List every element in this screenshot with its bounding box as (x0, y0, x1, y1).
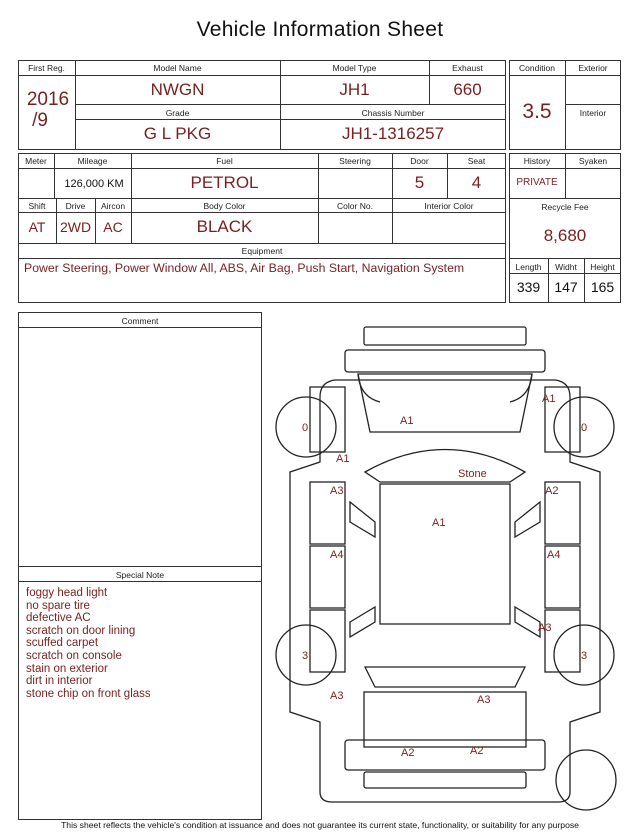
special-note-item: scuffed carpet (26, 637, 99, 650)
special-note-item: stain on exterior (26, 662, 108, 675)
special-note-item: stone chip on front glass (26, 687, 151, 700)
fuel-label: Fuel (216, 156, 233, 166)
model-name-label: Model Name (153, 63, 202, 73)
interior-color-label: Interior Color (424, 201, 474, 211)
length-label: Length (515, 262, 542, 272)
width-label: Widht (555, 262, 577, 272)
body-outline (290, 380, 600, 802)
fuel: PETROL (190, 173, 259, 192)
aircon-label: Aircon (100, 201, 126, 211)
body-color-label: Body Color (203, 201, 246, 211)
special-note-label: Special Note (115, 570, 165, 580)
special-note-item: foggy head light (26, 587, 108, 599)
length: 339 (516, 279, 541, 295)
page-title: Vehicle Information Sheet (196, 18, 444, 41)
history-label: History (523, 156, 551, 166)
special-note-item: dirt in interior (26, 675, 93, 688)
body-color: BLACK (196, 217, 253, 236)
diagram-label-quarter-rr: A3 (538, 622, 552, 634)
special-note-item: defective AC (26, 612, 91, 625)
first-reg-label: First Reg. (28, 63, 65, 73)
first-reg-month: /9 (32, 110, 48, 131)
meter-label: Meter (25, 156, 47, 166)
grade-label: Grade (165, 108, 190, 118)
roof-part (380, 484, 510, 624)
interior-label: Interior (579, 108, 607, 118)
trunk-part (364, 692, 526, 747)
diagram-label-hood-stone: Stone (458, 468, 487, 480)
diagram-label-tire-fl: 0 (302, 422, 309, 434)
special-note-list (26, 587, 256, 700)
aircon: AC (103, 219, 123, 235)
diagram-label-hood: A1 (400, 415, 414, 427)
diagram-label-trunk: A3 (477, 694, 491, 706)
diagram-label-roof: A1 (432, 517, 446, 529)
first-reg-year: 2016 (26, 89, 70, 110)
mileage: 126,000 KM (64, 178, 124, 190)
model-type: JH1 (339, 80, 370, 99)
recycle-fee: 8,680 (543, 226, 587, 245)
model-name: NWGN (150, 80, 205, 99)
diagram-label-door-fl: A3 (330, 485, 344, 497)
exhaust: 660 (453, 80, 482, 99)
door-label: Door (410, 156, 429, 166)
special-note-item: scratch on door lining (26, 624, 136, 637)
seat: 4 (471, 173, 482, 192)
door: 5 (414, 173, 425, 192)
comment-label: Comment (121, 316, 159, 326)
exterior-label: Exterior (578, 63, 608, 73)
disclaimer-footer: This sheet reflects the vehicle's condition at issuance and does not guarantee its current state, functionality, or suitability for any purpose (61, 820, 579, 830)
mileage-label: Mileage (77, 156, 108, 166)
steering-label: Steering (339, 156, 371, 166)
diagram-label-door-fr: A2 (545, 485, 559, 497)
condition-grade: 3.5 (522, 100, 552, 123)
diagram-label-tire-rl: 3 (302, 650, 309, 662)
drive: 2WD (59, 219, 92, 235)
syaken-label: Syaken (578, 156, 608, 166)
rear-bumper-part (345, 740, 545, 770)
special-note-item: scratch on console (26, 649, 122, 662)
diagram-label-tire-rr: 3 (581, 650, 588, 662)
diagram-label-door-rl: A4 (330, 549, 344, 561)
shift: AT (28, 219, 46, 235)
rear-panel-part (364, 772, 526, 788)
diagram-label-door-rr: A4 (547, 549, 561, 561)
diagram-label-tire-fr: 0 (581, 422, 588, 434)
special-note-item: no spare tire (26, 599, 90, 612)
recycle-fee-label: Recycle Fee (541, 202, 589, 212)
height-label: Height (590, 262, 615, 272)
hood-part (358, 374, 532, 432)
diagram-label-bumper-rl: A2 (401, 747, 415, 759)
height: 165 (590, 279, 615, 295)
grade: G L PKG (143, 124, 212, 143)
front-grille-part (345, 350, 545, 372)
diagram-label-fender-fl: A1 (336, 453, 350, 465)
history: PRIVATE (516, 177, 558, 188)
diagram-label-bumper-rr: A2 (470, 745, 484, 757)
spare-tire (556, 750, 616, 810)
windshield-part (365, 450, 525, 483)
diagram-label-quarter-rl: A3 (330, 690, 344, 702)
chassis-label: Chassis Number (361, 108, 425, 118)
condition-label: Condition (519, 63, 555, 73)
shift-label: Shift (28, 201, 46, 211)
equipment: Power Steering, Power Window All, ABS, Air Bag, Push Start, Navigation System (24, 261, 465, 275)
diagram-label-fender-fr: A1 (542, 393, 556, 405)
vehicle-damage-diagram (270, 322, 620, 822)
model-type-label: Model Type (332, 63, 377, 73)
seat-label: Seat (467, 156, 486, 166)
drive-label: Drive (65, 201, 86, 211)
equipment-label: Equipment (241, 246, 283, 256)
front-bumper-part (364, 327, 526, 345)
exhaust-label: Exhaust (452, 63, 483, 73)
fender-left (310, 387, 345, 452)
chassis-number: JH1-1316257 (341, 124, 445, 143)
width: 147 (554, 279, 578, 295)
rear-window-part (365, 667, 525, 687)
color-no-label: Color No. (337, 201, 373, 211)
